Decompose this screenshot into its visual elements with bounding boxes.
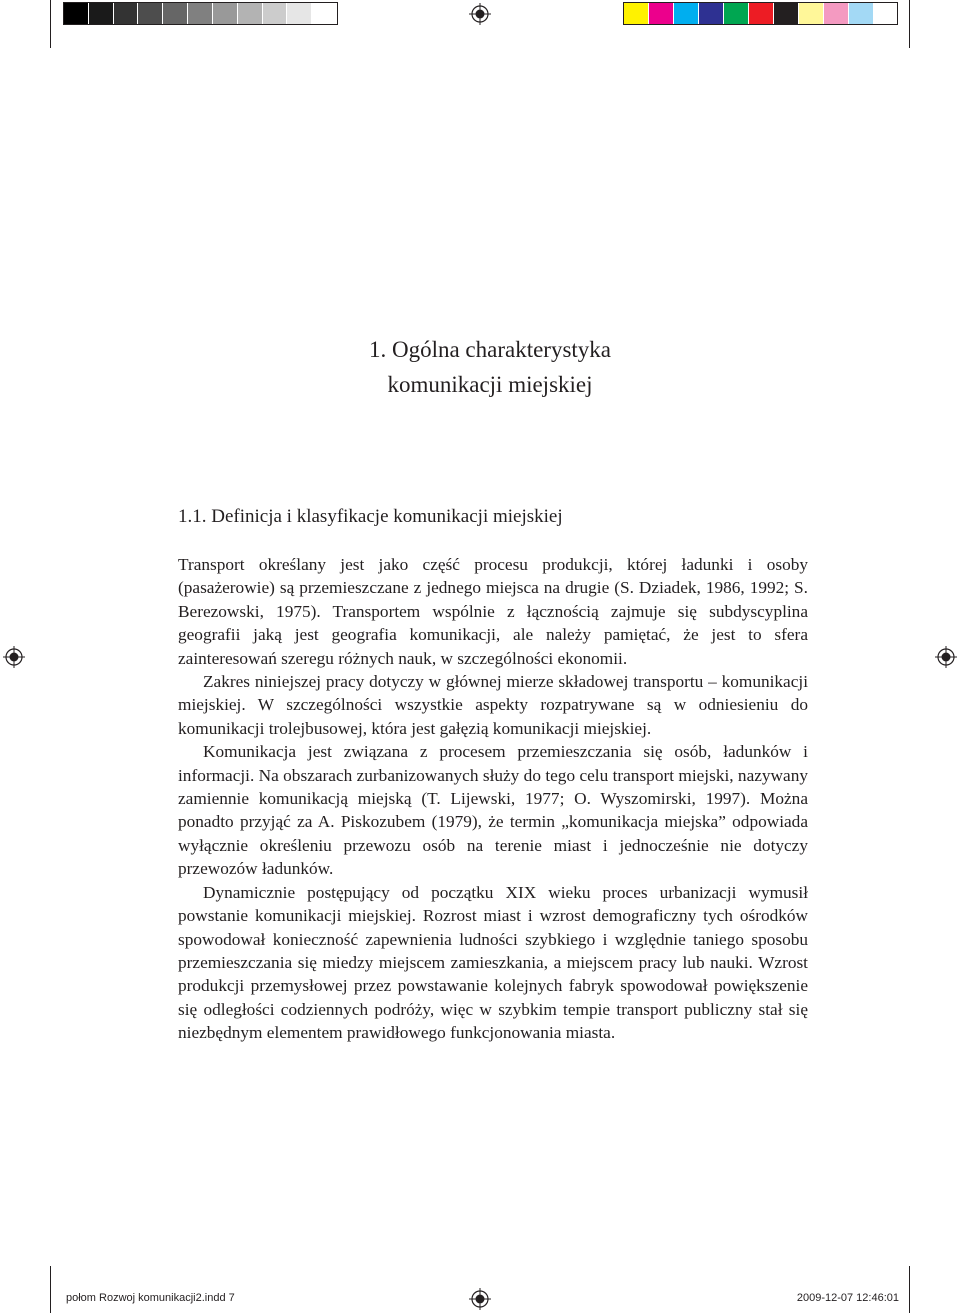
- color-control-bar: [623, 2, 898, 25]
- chapter-heading-line-1: 1. Ogólna charakterystyka: [368, 337, 612, 362]
- gray-swatch-3: [114, 3, 139, 24]
- paragraph-1: Transport określany jest jako część procesu produkcji, której ładunki i osoby (pasażerowie) są przemieszczane z jednego miejsca na drugie (S. Dziadek, 1986, 1992; S. Berezowski, 1975). Transportem wspólnie z łącznością zajmuje się subdyscyplina geografii jaką jest geografia komunikacji, ale należy pamiętać, że jest to sfera zainteresowań szeregu różnych nauk, w szczególności ekonomii.: [178, 555, 808, 668]
- body-text: [178, 553, 808, 1045]
- color-swatch-8: [799, 3, 824, 24]
- chapter-heading: [180, 332, 800, 402]
- footer-file-name: połom Rozwoj komunikacji2.indd 7: [66, 1292, 235, 1304]
- registration-mark-left-icon: [3, 646, 25, 668]
- gray-swatch-9: [263, 3, 288, 24]
- color-swatch-6: [749, 3, 774, 24]
- gray-swatch-10: [287, 3, 312, 24]
- crop-mark-top-right: [909, 0, 910, 48]
- color-swatch-2: [649, 3, 674, 24]
- color-swatch-9: [824, 3, 849, 24]
- color-swatch-5: [724, 3, 749, 24]
- crop-mark-top-left: [50, 0, 51, 48]
- gray-swatch-11: [312, 3, 337, 24]
- grayscale-control-bar: [63, 2, 338, 25]
- gray-swatch-1: [64, 3, 89, 24]
- color-swatch-4: [699, 3, 724, 24]
- color-swatch-3: [674, 3, 699, 24]
- gray-swatch-6: [188, 3, 213, 24]
- gray-swatch-8: [238, 3, 263, 24]
- paragraph-3: Komunikacja jest związana z procesem przemieszczania się osób, ładunków i informacji. Na obszarach zurbanizowanych służy do tego celu transport miejski, nazywany zamiennie komunikacją miejską (T. Lijewski, 1977; O. Wyszomirski, 1997). Można ponadto przyjąć za A. Piskozubem (1979), że termin „komunikacja miejska” odpowiada wyłącznie określeniu przewozu osób na terenie miast i jednocześnie nie dotyczy przewozów ładunków.: [178, 742, 808, 879]
- gray-swatch-4: [138, 3, 163, 24]
- section-heading: 1.1. Definicja i klasyfikacje komunikacji miejskiej: [178, 506, 563, 527]
- registration-mark-top-icon: [469, 3, 491, 25]
- chapter-heading-line-2: komunikacji miejskiej: [387, 372, 593, 397]
- registration-mark-bottom-icon: [469, 1288, 491, 1310]
- crop-mark-bottom-right: [909, 1266, 910, 1313]
- gray-swatch-2: [89, 3, 114, 24]
- color-swatch-10: [849, 3, 874, 24]
- gray-swatch-7: [213, 3, 238, 24]
- paragraph-2: Zakres niniejszej pracy dotyczy w głównej mierze składowej transportu – komunikacji miejskiej. W szczególności wszystkie aspekty rozpatrywane są w odniesieniu do komunikacji trolejbusowej, która jest gałęzią komunikacji miejskiej.: [178, 672, 808, 738]
- color-swatch-7: [774, 3, 799, 24]
- gray-swatch-5: [163, 3, 188, 24]
- registration-mark-right-icon: [935, 646, 957, 668]
- color-swatch-1: [624, 3, 649, 24]
- footer-timestamp: 2009-12-07 12:46:01: [796, 1292, 899, 1304]
- paragraph-4: Dynamicznie postępujący od początku XIX wieku proces urbanizacji wymusił powstanie komunikacji miejskiej. Rozrost miast i wzrost demograficzny tych ośrodków spowodował konieczność zapewnienia ludności szybkiego i względnie taniego sposobu przemieszczania się miedzy miejscem zamieszkania, a miejscem pracy lub nauki. Wzrost produkcji przemysłowej przez powstawanie kolejnych fabryk spowodował powiększenie się odległości codziennych podróży, więc w szybkim tempie transport publiczny stał się niezbędnym elementem prawidłowego funkcjonowania miasta.: [178, 882, 808, 1043]
- crop-mark-bottom-left: [50, 1266, 51, 1313]
